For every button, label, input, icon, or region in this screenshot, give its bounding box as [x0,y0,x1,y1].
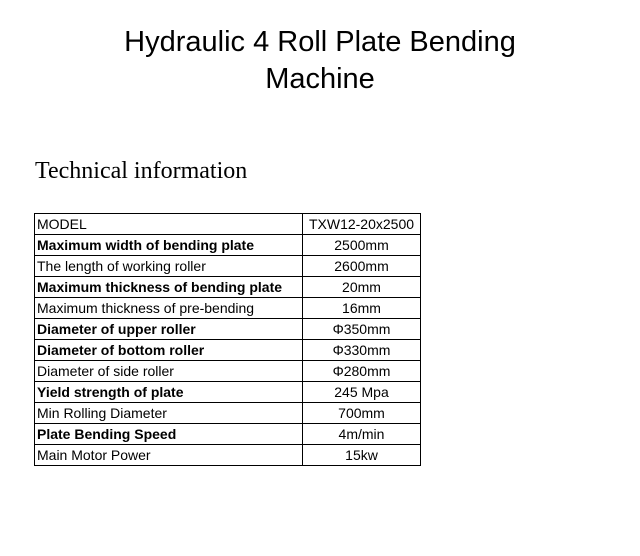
spec-value: TXW12-20x2500 [303,214,421,235]
table-row [35,214,421,235]
spec-table-body [35,214,421,466]
table-row [35,340,421,361]
spec-value: 245 Mpa [303,382,421,403]
page-title-line-1: Hydraulic 4 Roll Plate Bending [124,26,516,58]
spec-label: Diameter of side roller [35,361,303,382]
section-heading: Technical information [35,158,248,184]
spec-value: 2500mm [303,235,421,256]
spec-label: Main Motor Power [35,445,303,466]
spec-value: 700mm [303,403,421,424]
table-row [35,256,421,277]
table-row [35,319,421,340]
spec-label: The length of working roller [35,256,303,277]
table-row [35,382,421,403]
spec-value: Φ330mm [303,340,421,361]
spec-value: 20mm [303,277,421,298]
table-row [35,403,421,424]
table-row [35,277,421,298]
spec-label: Diameter of upper roller [35,319,303,340]
spec-label: Maximum thickness of pre-bending [35,298,303,319]
spec-value: Φ280mm [303,361,421,382]
spec-label: Yield strength of plate [35,382,303,403]
spec-label: Plate Bending Speed [35,424,303,445]
spec-value: 16mm [303,298,421,319]
table-row [35,445,421,466]
spec-value: 15kw [303,445,421,466]
spec-label: Min Rolling Diameter [35,403,303,424]
spec-table [34,213,421,466]
spec-value: 4m/min [303,424,421,445]
table-row [35,361,421,382]
spec-label: Maximum width of bending plate [35,235,303,256]
table-row [35,235,421,256]
spec-label: MODEL [35,214,303,235]
spec-value: Φ350mm [303,319,421,340]
table-row [35,424,421,445]
table-row [35,298,421,319]
page-title-line-2: Machine [265,63,375,95]
spec-label: Diameter of bottom roller [35,340,303,361]
spec-label: Maximum thickness of bending plate [35,277,303,298]
page-title [0,24,640,98]
spec-value: 2600mm [303,256,421,277]
